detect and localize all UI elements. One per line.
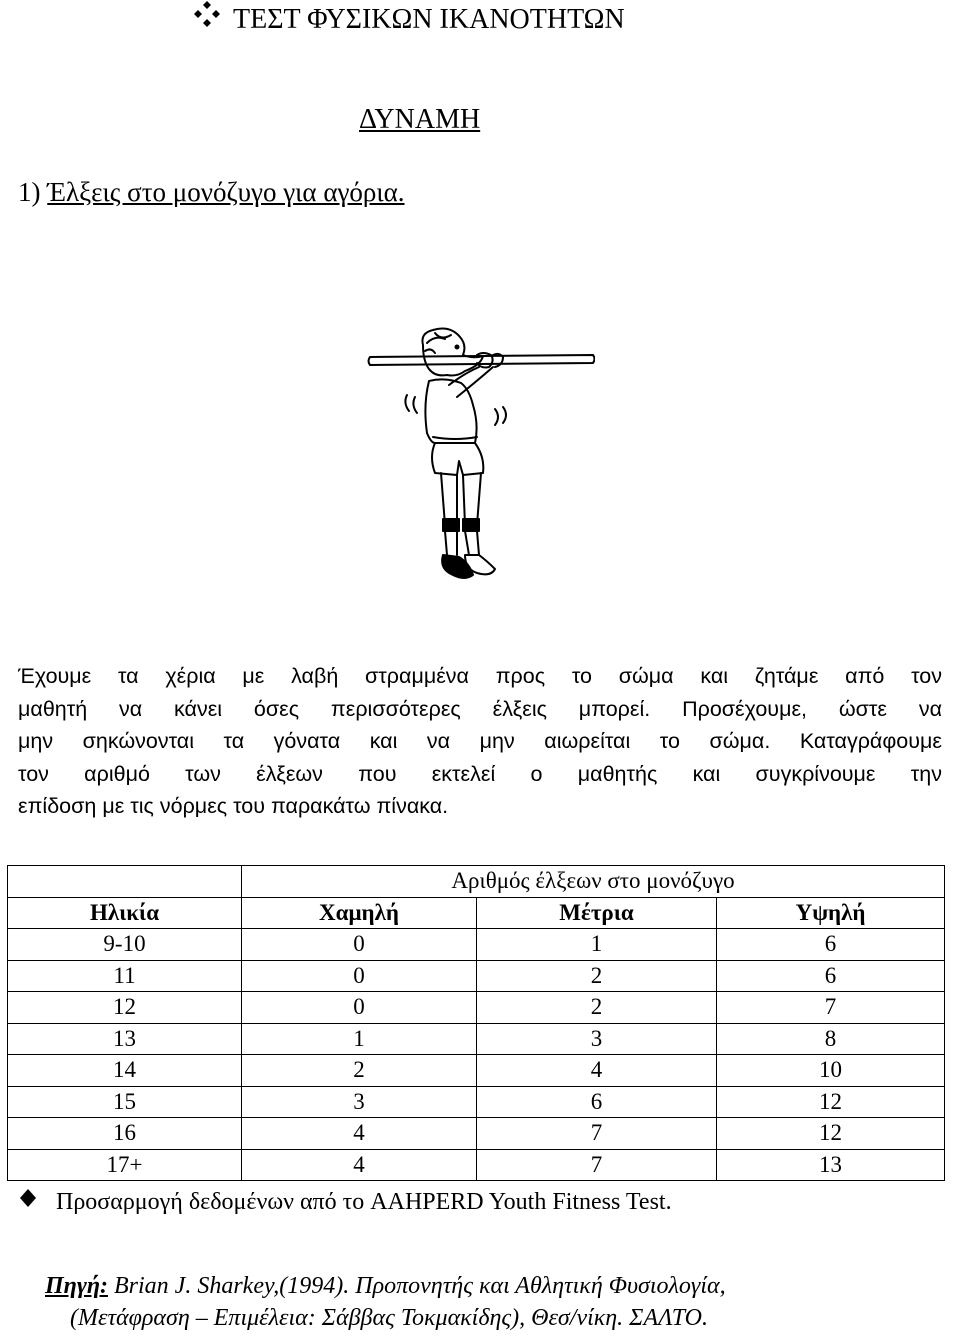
high-cell: 13 [717,1149,945,1181]
description-line: τον αριθμό των έλξεων που εκτελεί ο μαθητής και συγκρίνουμε την [18,761,942,786]
age-cell: 12 [8,992,242,1024]
high-cell: 6 [717,960,945,992]
age-cell: 16 [8,1118,242,1150]
subsection-title: Έλξεις στο μονόζυγο για αγόρια. [47,177,405,207]
age-cell: 11 [8,960,242,992]
diamond-bullet-icon [18,1186,40,1218]
high-cell: 6 [717,929,945,961]
table-note-text: Προσαρμογή δεδομένων από το AAHPERD Youth Fitness Test. [56,1189,672,1215]
page-title-text: ΤΕΣΤ ΦΥΣΙΚΩΝ ΙΚΑΝΟΤΗΤΩΝ [233,4,625,35]
medium-cell: 1 [477,929,717,961]
table-caption-row [8,866,945,898]
description-line: μαθητή να κάνει όσες περισσότερες έλξεις μπορεί. Προσέχουμε, ώστε να [18,696,942,721]
description-line: μην σηκώνονται τα γόνατα και να μην αιωρείται το σώμα. Καταγράφουμε [18,729,942,753]
header-medium: Μέτρια [477,897,717,929]
source-citation [45,1270,945,1334]
source-line-1: Brian J. Sharkey,(1994). Προπονητής και Αθλητική Φυσιολογία, [114,1273,726,1299]
low-cell: 1 [242,1023,477,1055]
age-cell: 13 [8,1023,242,1055]
low-cell: 3 [242,1086,477,1118]
subsection-number: 1) [18,177,41,207]
table-row [8,992,945,1024]
pull-up-norms-table [7,865,945,1181]
medium-cell: 4 [477,1055,717,1087]
high-cell: 12 [717,1086,945,1118]
low-cell: 4 [242,1149,477,1181]
table-empty-cell [8,866,242,898]
section-title: ΔΥΝΑΜΗ [359,104,481,135]
subsection-heading [18,172,405,212]
description-line: επίδοση με τις νόρμες του παρακάτω πίνακα. [18,794,449,818]
header-age: Ηλικία [8,897,242,929]
table-row [8,1023,945,1055]
header-low: Χαμηλή [242,897,477,929]
header-high: Υψηλή [717,897,945,929]
age-cell: 15 [8,1086,242,1118]
medium-cell: 2 [477,960,717,992]
table-row [8,1118,945,1150]
medium-cell: 3 [477,1023,717,1055]
table-row [8,1086,945,1118]
table-row [8,1149,945,1181]
high-cell: 8 [717,1023,945,1055]
high-cell: 10 [717,1055,945,1087]
table-header-row [8,897,945,929]
high-cell: 7 [717,992,945,1024]
description-paragraph [18,660,942,823]
low-cell: 2 [242,1055,477,1087]
low-cell: 0 [242,929,477,961]
table-row [8,929,945,961]
source-line-2: (Μετάφραση – Επιμέλεια: Σάββας Τοκμακίδης), Θεσ/νίκη. ΣΑΛΤΟ. [70,1305,708,1331]
medium-cell: 7 [477,1149,717,1181]
pull-up-illustration [365,325,595,585]
low-cell: 4 [242,1118,477,1150]
table-caption: Αριθμός έλξεων στο μονόζυγο [242,866,945,898]
table-row [8,1055,945,1087]
low-cell: 0 [242,992,477,1024]
age-cell: 14 [8,1055,242,1087]
page-title [193,0,625,40]
four-diamond-bullet-icon [193,0,221,34]
age-cell: 9-10 [8,929,242,961]
table-row [8,960,945,992]
medium-cell: 2 [477,992,717,1024]
table-note [18,1186,672,1218]
medium-cell: 6 [477,1086,717,1118]
low-cell: 0 [242,960,477,992]
description-line: Έχουμε τα χέρια με λαβή στραμμένα προς το σώμα και ζητάμε από τον [18,664,942,688]
high-cell: 12 [717,1118,945,1150]
medium-cell: 7 [477,1118,717,1150]
source-label: Πηγή: [45,1273,108,1299]
age-cell: 17+ [8,1149,242,1181]
